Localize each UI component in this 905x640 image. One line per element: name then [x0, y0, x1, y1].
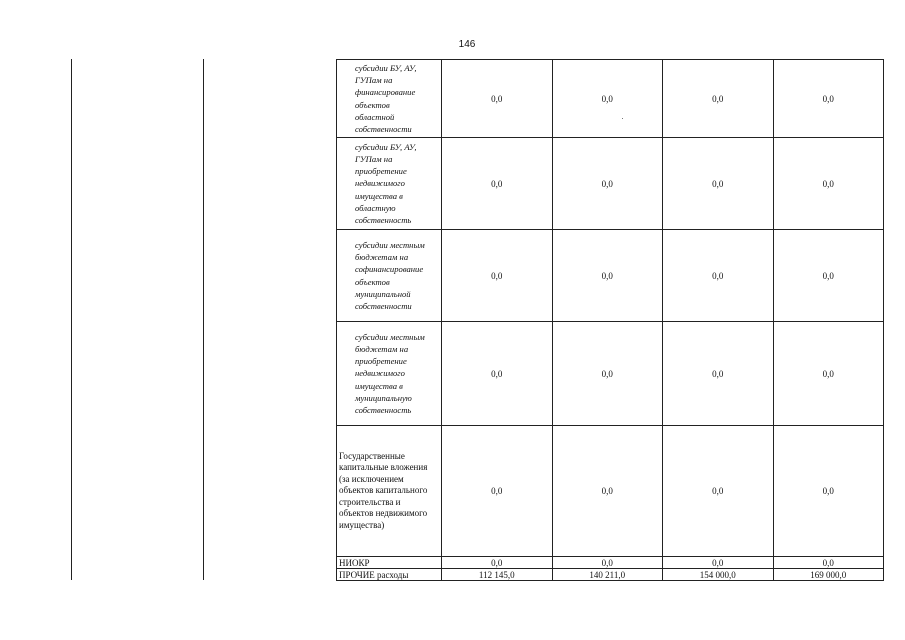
value-cell: 0,0: [552, 230, 663, 322]
label-line: ГУПам на: [355, 75, 393, 86]
label-line: собственности: [355, 123, 412, 134]
value-cell: 140 211,0: [552, 569, 663, 581]
value-cell: 112 145,0: [442, 569, 553, 581]
label-line: областной: [355, 111, 395, 122]
value-cell: 0,0: [552, 557, 663, 569]
value-cell: 0,0: [663, 426, 774, 557]
value-cell: 0,0: [552, 138, 663, 230]
row-label: [337, 426, 442, 557]
label-line: ГУПам на: [355, 153, 393, 164]
value-cell: 0,0: [442, 60, 553, 138]
value-cell: 0,0: [773, 138, 884, 230]
value-cell: 0,0: [773, 322, 884, 426]
value-cell: 0,0: [442, 322, 553, 426]
value-cell: 0,0: [442, 557, 553, 569]
label-line: собственности: [355, 300, 412, 311]
label-line: субсидии местным: [355, 331, 425, 342]
label-line: недвижимого: [355, 178, 405, 189]
label-line: бюджетам на: [355, 343, 409, 354]
label-line: объектов капитального: [339, 485, 428, 496]
value-cell: 0,0: [442, 138, 553, 230]
label-line: бюджетам на: [355, 252, 409, 263]
row-label: НИОКР: [337, 557, 442, 569]
value-cell: 154 000,0: [663, 569, 774, 581]
label-line: субсидии местным: [355, 239, 425, 250]
value-cell: 0,0: [442, 230, 553, 322]
label-line: приобретение: [355, 166, 407, 177]
label-line: объектов: [355, 99, 390, 110]
value-cell: 0,0: [663, 322, 774, 426]
value-cell: 169 000,0: [773, 569, 884, 581]
row-label: ПРОЧИЕ расходы: [337, 569, 442, 581]
label-line: имущества в: [355, 190, 403, 201]
label-line: объектов: [355, 276, 390, 287]
budget-table: [336, 59, 884, 581]
value-cell: 0,0: [773, 60, 884, 138]
row-label: [337, 60, 442, 138]
page-number: 146: [458, 39, 476, 50]
label-line: имущества): [339, 519, 385, 530]
label-line: субсидии БУ, АУ,: [355, 62, 417, 73]
value-cell: 0,0: [773, 230, 884, 322]
label-line: объектов недвижимого: [339, 508, 428, 519]
table-row: [337, 569, 884, 581]
table-row: [337, 557, 884, 569]
value-cell: 0,0: [663, 138, 774, 230]
value-cell: 0,0: [552, 426, 663, 557]
left-column-border: [71, 59, 72, 580]
table-row: [337, 60, 884, 138]
table-row: [337, 230, 884, 322]
label-line: областную: [355, 202, 396, 213]
left-column-border: [203, 59, 204, 580]
value-cell: 0,0: [442, 426, 553, 557]
label-line: (за исключением: [339, 473, 404, 484]
label-line: строительства и: [339, 496, 401, 507]
row-label: [337, 322, 442, 426]
row-label: [337, 230, 442, 322]
label-line: недвижимого: [355, 368, 405, 379]
value-cell: 0,0: [773, 557, 884, 569]
value-cell: 0,0: [663, 60, 774, 138]
label-line: собственность: [355, 405, 412, 415]
label-line: софинансирование: [355, 264, 424, 275]
label-line: муниципальную: [355, 392, 412, 403]
table-row: [337, 322, 884, 426]
value-cell: 0,0: [663, 557, 774, 569]
label-line: муниципальной: [355, 288, 411, 299]
label-line: финансирование: [355, 87, 416, 98]
label-line: субсидии БУ, АУ,: [355, 141, 417, 152]
scan-speck: [622, 118, 623, 119]
table-row: [337, 138, 884, 230]
row-label: [337, 138, 442, 230]
label-line: Государственные: [339, 450, 405, 461]
value-cell: 0,0: [552, 60, 663, 138]
value-cell: 0,0: [773, 426, 884, 557]
label-line: имущества в: [355, 380, 403, 391]
label-line: приобретение: [355, 356, 407, 367]
label-line: капитальные вложения: [339, 462, 428, 473]
label-line: собственность: [355, 215, 412, 225]
table-row: [337, 426, 884, 557]
value-cell: 0,0: [663, 230, 774, 322]
value-cell: 0,0: [552, 322, 663, 426]
